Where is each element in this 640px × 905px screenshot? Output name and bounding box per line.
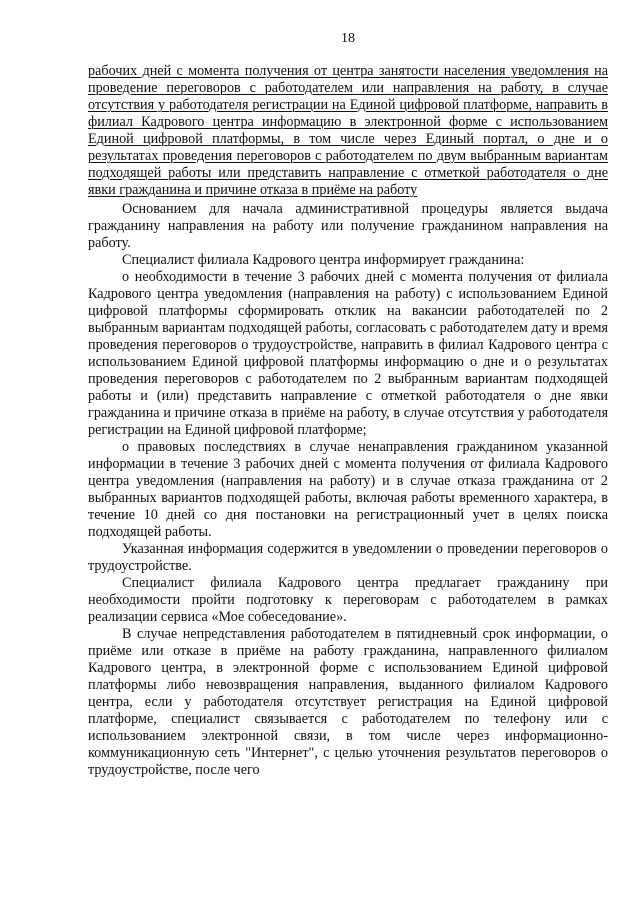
paragraph: В случае непредставления работодателем в пятидневный срок информации, о приёме или отказе в приёме на работу гражданина, направленного филиалом Кадрового центра, в электронной форме с использованием Единой цифровой платформы либо невозвращения направления, выданного филиалом Кадрового центра, если у работодателя отсутствует регистрация на Единой цифровой платформе, специалист связывается с работодателем по телефону или с использованием электронной связи, в том числе через информационно-коммуникационную сеть "Интернет", с целью уточнения результатов переговоров о трудоустройстве, после чего <box>88 626 608 778</box>
page-number: 18 <box>341 31 355 46</box>
paragraph: Указанная информация содержится в уведомлении о проведении переговоров о трудоустройстве. <box>88 541 608 574</box>
paragraph: Специалист филиала Кадрового центра информирует гражданина: <box>122 252 525 268</box>
paragraph: Основанием для начала административной процедуры является выдача гражданину направления на работу или получение гражданином направления на работу. <box>88 201 608 251</box>
paragraph-underlined: рабочих дней с момента получения от центра занятости населения уведомления на проведение переговоров с работодателем или направления на работу, в случае отсутствия у работодателя регистрации на Единой цифровой платформе, направить в филиал Кадрового центра информацию в электронной форме с использованием Единой цифровой платформы, в том числе через Единый портал, о дне и о результатах проведения переговоров с работодателем по двум выбранным вариантам подходящей работы или представить направление с отметкой работодателя о дне явки гражданина и причине отказа в приёме на работу <box>88 63 608 198</box>
paragraph: Специалист филиала Кадрового центра предлагает гражданину при необходимости пройти подготовку к переговорам с работодателем в рамках реализации сервиса «Мое собеседование». <box>88 575 608 625</box>
list-item: о правовых последствиях в случае ненаправления гражданином указанной информации в течение 3 рабочих дней с момента получения от филиала Кадрового центра уведомления (направления на работу) и в случае отказа гражданина от 2 выбранных вариантов подходящей работы, включая работы временного характера, в течение 10 дней со дня постановки на регистрационный учет в целях поиска подходящей работы. <box>88 439 608 540</box>
list-item: о необходимости в течение 3 рабочих дней с момента получения от филиала Кадрового центра уведомления (направления на работу) с использованием Единой цифровой платформы сформировать отклик на вакансии работодателей по 2 выбранным вариантам подходящей работы, согласовать с работодателем дату и время проведения переговоров о трудоустройстве, направить в филиал Кадрового центра с использованием Единой цифровой платформы информацию о дне и о результатах проведения переговоров с работодателем по 2 выбранным вариантам подходящей работы и (или) представить направление с отметкой работодателя о дне явки гражданина и причине отказа в приёме на работу, в случае отсутствия у работодателя регистрации на Единой цифровой платформе; <box>88 269 608 438</box>
